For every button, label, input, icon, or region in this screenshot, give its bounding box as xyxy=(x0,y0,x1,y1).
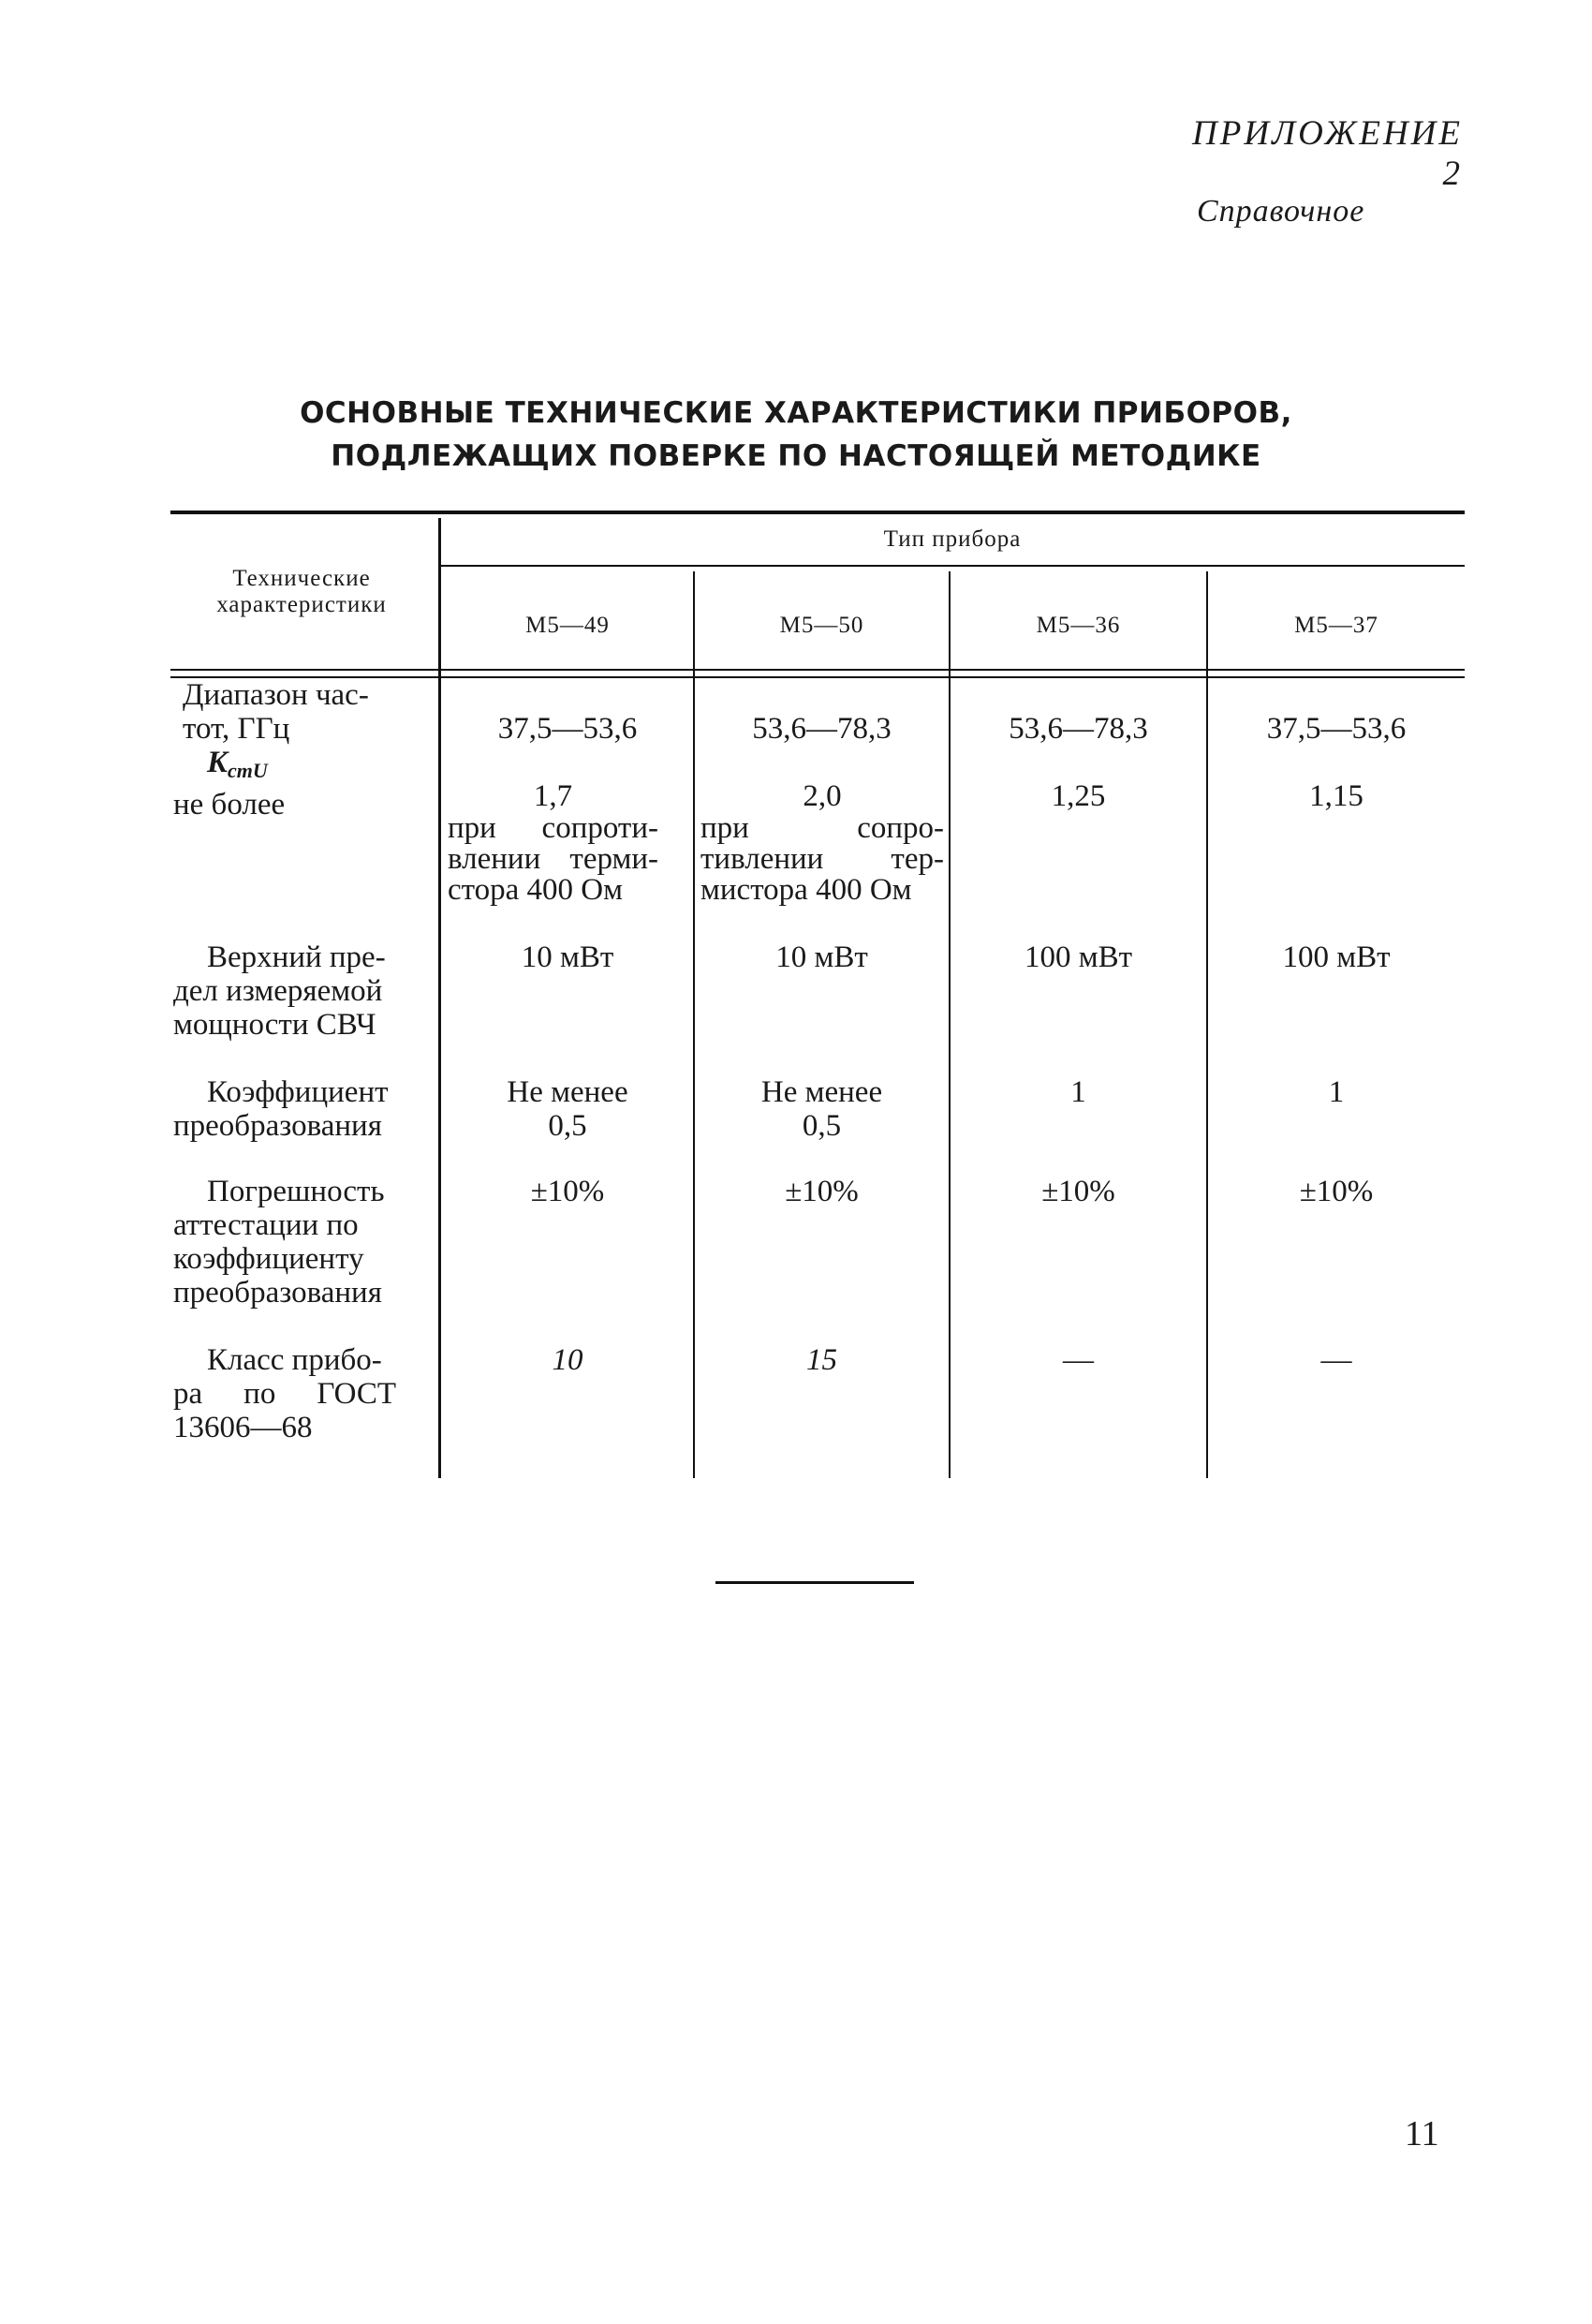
cell-vswr-m5-50 xyxy=(700,779,944,906)
document-heading xyxy=(281,392,1311,478)
column-header-m5-50: М5—50 xyxy=(779,613,864,638)
label-line: тот, ГГц xyxy=(183,712,290,746)
cell-power-m5-50: 10 мВт xyxy=(775,940,868,974)
cell-vswr-m5-37: 1,15 xyxy=(1309,779,1364,813)
cell-error-m5-37: ±10% xyxy=(1299,1175,1374,1208)
vswr-note-line: тивлении тер- xyxy=(700,842,944,876)
cell-frequency-m5-50: 53,6—78,3 xyxy=(752,712,892,746)
row-label-vswr xyxy=(173,746,426,822)
appendix-title: ПРИЛОЖЕНИЕ 2 xyxy=(1192,114,1463,193)
header-bottom-rule-1 xyxy=(170,669,1465,671)
label-line: преобразования xyxy=(173,1109,382,1143)
vswr-symbol xyxy=(173,746,426,788)
cell-error-m5-36: ±10% xyxy=(1041,1175,1115,1208)
cell-vswr-m5-49 xyxy=(448,779,658,906)
label-line: Коэффициент xyxy=(207,1075,389,1109)
cell-vswr-m5-36: 1,25 xyxy=(1051,779,1106,813)
row-label-error xyxy=(173,1175,426,1310)
vswr-note-line: при сопро- xyxy=(700,811,944,845)
vswr-symbol-sub: стU xyxy=(228,759,268,782)
cell-class-m5-36: — xyxy=(1063,1343,1094,1377)
cell-frequency-m5-49: 37,5—53,6 xyxy=(497,712,638,746)
label-line: преобразования xyxy=(173,1276,382,1310)
label-line: коэффициенту xyxy=(173,1242,364,1276)
col-2-vertical-rule xyxy=(949,571,951,1478)
cell-class-m5-50: 15 xyxy=(806,1343,837,1377)
vswr-note-line: стора 400 Ом xyxy=(448,873,623,907)
col-1-vertical-rule xyxy=(693,571,695,1478)
row-label-conversion xyxy=(173,1075,426,1143)
table-top-rule xyxy=(170,511,1465,514)
col-3-vertical-rule xyxy=(1206,571,1208,1478)
vswr-value: 1,7 xyxy=(533,779,573,813)
cell-conversion-m5-50: Не менее 0,5 xyxy=(760,1075,883,1143)
row-label-power-limit xyxy=(173,940,426,1042)
page-number: 11 xyxy=(1405,2114,1439,2154)
label-line: 13606—68 xyxy=(173,1411,313,1444)
cell-class-m5-49: 10 xyxy=(552,1343,583,1377)
stub-vertical-rule xyxy=(438,518,441,1478)
label-line: Погрешность xyxy=(207,1175,385,1208)
heading-line-2: ПОДЛЕЖАЩИХ ПОВЕРКЕ ПО НАСТОЯЩЕЙ МЕТОДИКЕ xyxy=(331,439,1261,473)
group-header-rule xyxy=(440,565,1465,567)
appendix-block xyxy=(1182,114,1463,229)
cell-power-m5-36: 100 мВт xyxy=(1024,940,1133,974)
vswr-note-line: при сопроти- xyxy=(448,811,658,845)
vswr-value: 2,0 xyxy=(803,779,842,813)
cell-error-m5-50: ±10% xyxy=(785,1175,859,1208)
cell-conversion-m5-36: 1 xyxy=(1070,1075,1086,1109)
cell-conversion-m5-37: 1 xyxy=(1328,1075,1345,1109)
label-line: не более xyxy=(173,788,286,822)
label-line: Диапазон час- xyxy=(183,678,369,712)
group-header: Тип прибора xyxy=(883,526,1022,552)
cell-error-m5-49: ±10% xyxy=(530,1175,605,1208)
column-header-m5-36: М5—36 xyxy=(1036,613,1121,638)
cell-frequency-m5-36: 53,6—78,3 xyxy=(1009,712,1148,746)
cell-power-m5-49: 10 мВт xyxy=(521,940,614,974)
heading-line-1: ОСНОВНЫЕ ТЕХНИЧЕСКИЕ ХАРАКТЕРИСТИКИ ПРИБОРОВ, xyxy=(300,396,1292,430)
row-label-frequency xyxy=(173,678,426,746)
label-line: мощности СВЧ xyxy=(173,1008,376,1042)
vswr-symbol-main: K xyxy=(207,746,228,779)
cell-power-m5-37: 100 мВт xyxy=(1282,940,1391,974)
label-line: дел измеряемой xyxy=(173,974,383,1008)
vswr-note-line: мистора 400 Ом xyxy=(700,873,912,907)
label-line: ра по ГОСТ xyxy=(173,1377,396,1411)
end-rule xyxy=(715,1581,914,1584)
column-header-m5-49: М5—49 xyxy=(525,613,610,638)
cell-class-m5-37: — xyxy=(1320,1343,1352,1377)
label-line: Класс прибо- xyxy=(207,1343,382,1377)
vswr-note-line: влении терми- xyxy=(448,842,658,876)
cell-conversion-m5-49: Не менее 0,5 xyxy=(507,1075,628,1143)
stub-header: Технические характеристики xyxy=(216,566,387,617)
label-line: Верхний пре- xyxy=(207,940,386,974)
cell-frequency-m5-37: 37,5—53,6 xyxy=(1266,712,1407,746)
column-header-m5-37: М5—37 xyxy=(1294,613,1378,638)
row-label-class xyxy=(173,1343,426,1444)
label-line: аттестации по xyxy=(173,1208,359,1242)
appendix-subtitle: Справочное xyxy=(1197,194,1365,229)
